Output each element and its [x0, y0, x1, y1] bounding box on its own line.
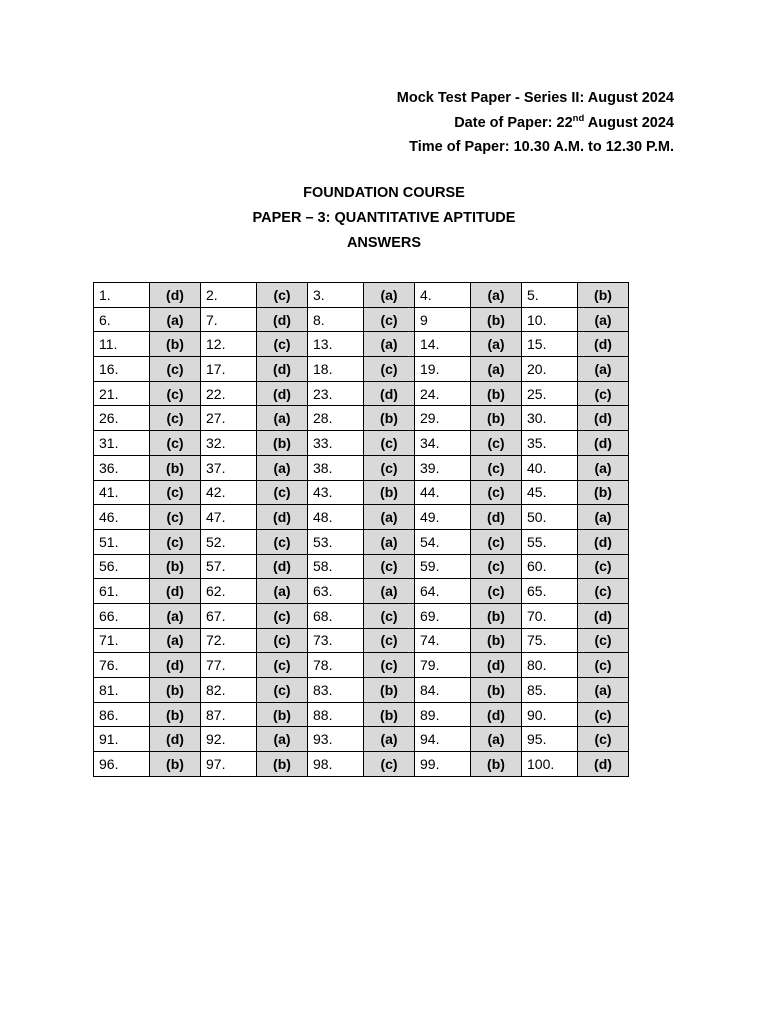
question-number: 97.	[201, 752, 257, 777]
answer-option: (b)	[471, 381, 522, 406]
question-number: 76.	[94, 653, 150, 678]
answer-option: (a)	[471, 357, 522, 382]
question-number: 37.	[201, 455, 257, 480]
question-number: 100.	[522, 752, 578, 777]
answer-option: (c)	[471, 480, 522, 505]
answer-key-table	[93, 282, 629, 777]
question-number: 21.	[94, 381, 150, 406]
answer-option: (c)	[578, 702, 629, 727]
answer-option: (c)	[578, 727, 629, 752]
question-number: 94.	[415, 727, 471, 752]
question-number: 56.	[94, 554, 150, 579]
answer-option: (d)	[578, 529, 629, 554]
question-number: 77.	[201, 653, 257, 678]
section-title: ANSWERS	[346, 234, 422, 251]
answer-option: (a)	[471, 727, 522, 752]
answer-option: (b)	[471, 406, 522, 431]
answer-option: (d)	[578, 603, 629, 628]
answer-option: (c)	[364, 455, 415, 480]
answer-option: (c)	[150, 406, 201, 431]
question-number: 92.	[201, 727, 257, 752]
table-row	[94, 480, 629, 505]
answer-option: (b)	[471, 603, 522, 628]
answer-option: (d)	[257, 505, 308, 530]
table-row	[94, 603, 629, 628]
answer-option: (b)	[578, 480, 629, 505]
question-number: 54.	[415, 529, 471, 554]
table-row	[94, 678, 629, 703]
answer-option: (a)	[257, 406, 308, 431]
question-number: 83.	[308, 678, 364, 703]
answer-option: (c)	[364, 554, 415, 579]
title-block	[0, 181, 768, 255]
answer-option: (a)	[150, 307, 201, 332]
question-number: 55.	[522, 529, 578, 554]
answer-option: (d)	[578, 406, 629, 431]
question-number: 34.	[415, 431, 471, 456]
answer-option: (a)	[471, 283, 522, 308]
question-number: 16.	[94, 357, 150, 382]
question-number: 96.	[94, 752, 150, 777]
table-row	[94, 332, 629, 357]
answer-option: (a)	[364, 332, 415, 357]
question-number: 25.	[522, 381, 578, 406]
question-number: 78.	[308, 653, 364, 678]
question-number: 52.	[201, 529, 257, 554]
question-number: 35.	[522, 431, 578, 456]
answer-option: (d)	[578, 752, 629, 777]
answer-option: (a)	[364, 505, 415, 530]
answer-option: (c)	[257, 283, 308, 308]
table-row	[94, 529, 629, 554]
answer-option: (c)	[471, 455, 522, 480]
question-number: 88.	[308, 702, 364, 727]
question-number: 68.	[308, 603, 364, 628]
table-row	[94, 357, 629, 382]
table-row	[94, 554, 629, 579]
question-number: 20.	[522, 357, 578, 382]
question-number: 64.	[415, 579, 471, 604]
answer-option: (a)	[257, 579, 308, 604]
answer-option: (c)	[364, 357, 415, 382]
course-title: FOUNDATION COURSE	[303, 185, 465, 201]
question-number: 41.	[94, 480, 150, 505]
answer-option: (b)	[364, 678, 415, 703]
answer-option: (c)	[257, 480, 308, 505]
question-number: 8.	[308, 307, 364, 332]
answer-option: (b)	[257, 431, 308, 456]
question-number: 22.	[201, 381, 257, 406]
question-number: 75.	[522, 628, 578, 653]
answer-option: (d)	[257, 381, 308, 406]
question-number: 19.	[415, 357, 471, 382]
question-number: 70.	[522, 603, 578, 628]
question-number: 85.	[522, 678, 578, 703]
answer-option: (c)	[364, 653, 415, 678]
table-row	[94, 381, 629, 406]
table-row	[94, 579, 629, 604]
question-number: 15.	[522, 332, 578, 357]
date-suffix: August 2024	[584, 114, 674, 131]
table-row	[94, 752, 629, 777]
answer-option: (c)	[150, 381, 201, 406]
question-number: 63.	[308, 579, 364, 604]
question-number: 9	[415, 307, 471, 332]
question-number: 11.	[94, 332, 150, 357]
question-number: 31.	[94, 431, 150, 456]
answer-option: (d)	[150, 727, 201, 752]
answer-option: (d)	[257, 554, 308, 579]
question-number: 32.	[201, 431, 257, 456]
answer-option: (a)	[578, 455, 629, 480]
question-number: 86.	[94, 702, 150, 727]
answer-option: (d)	[471, 702, 522, 727]
answer-option: (a)	[364, 579, 415, 604]
question-number: 82.	[201, 678, 257, 703]
answer-option: (a)	[578, 678, 629, 703]
answer-option: (a)	[257, 455, 308, 480]
answer-key-body	[94, 283, 629, 777]
question-number: 93.	[308, 727, 364, 752]
question-number: 5.	[522, 283, 578, 308]
question-number: 91.	[94, 727, 150, 752]
question-number: 45.	[522, 480, 578, 505]
answer-option: (c)	[364, 752, 415, 777]
answer-option: (a)	[257, 727, 308, 752]
answer-option: (b)	[150, 332, 201, 357]
table-row	[94, 727, 629, 752]
table-row	[94, 653, 629, 678]
answer-option: (c)	[150, 480, 201, 505]
table-row	[94, 307, 629, 332]
question-number: 39.	[415, 455, 471, 480]
question-number: 74.	[415, 628, 471, 653]
paper-title: PAPER – 3: QUANTITATIVE APTITUDE	[252, 209, 516, 226]
answer-option: (b)	[471, 307, 522, 332]
question-number: 30.	[522, 406, 578, 431]
answer-option: (b)	[364, 702, 415, 727]
answer-option: (a)	[364, 529, 415, 554]
answer-option: (c)	[150, 505, 201, 530]
answer-option: (d)	[150, 653, 201, 678]
question-number: 73.	[308, 628, 364, 653]
question-number: 47.	[201, 505, 257, 530]
answer-option: (b)	[150, 702, 201, 727]
time-line: Time of Paper: 10.30 A.M. to 12.30 P.M.	[409, 139, 674, 155]
answer-option: (a)	[578, 307, 629, 332]
question-number: 89.	[415, 702, 471, 727]
answer-option: (b)	[471, 678, 522, 703]
date-ordinal: nd	[572, 112, 585, 124]
answer-option: (c)	[150, 529, 201, 554]
question-number: 72.	[201, 628, 257, 653]
question-number: 95.	[522, 727, 578, 752]
question-number: 66.	[94, 603, 150, 628]
table-row	[94, 455, 629, 480]
answer-option: (b)	[150, 554, 201, 579]
question-number: 69.	[415, 603, 471, 628]
question-number: 57.	[201, 554, 257, 579]
question-number: 38.	[308, 455, 364, 480]
answer-option: (c)	[364, 431, 415, 456]
question-number: 33.	[308, 431, 364, 456]
question-number: 49.	[415, 505, 471, 530]
question-number: 62.	[201, 579, 257, 604]
answer-option: (d)	[578, 332, 629, 357]
answer-option: (d)	[257, 357, 308, 382]
table-row	[94, 505, 629, 530]
answer-option: (d)	[578, 431, 629, 456]
question-number: 17.	[201, 357, 257, 382]
answer-option: (c)	[257, 529, 308, 554]
question-number: 3.	[308, 283, 364, 308]
question-number: 12.	[201, 332, 257, 357]
answer-option: (b)	[257, 702, 308, 727]
question-number: 13.	[308, 332, 364, 357]
table-row	[94, 702, 629, 727]
question-number: 99.	[415, 752, 471, 777]
answer-option: (a)	[364, 283, 415, 308]
question-number: 2.	[201, 283, 257, 308]
question-number: 84.	[415, 678, 471, 703]
question-number: 40.	[522, 455, 578, 480]
answer-option: (c)	[578, 653, 629, 678]
answer-option: (c)	[578, 579, 629, 604]
question-number: 61.	[94, 579, 150, 604]
question-number: 87.	[201, 702, 257, 727]
answer-option: (a)	[364, 727, 415, 752]
answer-option: (d)	[150, 283, 201, 308]
question-number: 26.	[94, 406, 150, 431]
answer-option: (c)	[364, 628, 415, 653]
question-number: 6.	[94, 307, 150, 332]
answer-option: (c)	[364, 603, 415, 628]
question-number: 36.	[94, 455, 150, 480]
question-number: 53.	[308, 529, 364, 554]
answer-option: (c)	[150, 431, 201, 456]
question-number: 48.	[308, 505, 364, 530]
question-number: 1.	[94, 283, 150, 308]
answer-option: (d)	[364, 381, 415, 406]
table-row	[94, 628, 629, 653]
answer-option: (b)	[150, 678, 201, 703]
paper-header	[397, 86, 674, 160]
question-number: 81.	[94, 678, 150, 703]
answer-option: (c)	[471, 431, 522, 456]
question-number: 43.	[308, 480, 364, 505]
question-number: 60.	[522, 554, 578, 579]
question-number: 29.	[415, 406, 471, 431]
series-line: Mock Test Paper - Series II: August 2024	[396, 90, 674, 106]
answer-option: (d)	[471, 505, 522, 530]
question-number: 4.	[415, 283, 471, 308]
question-number: 27.	[201, 406, 257, 431]
question-number: 44.	[415, 480, 471, 505]
answer-option: (c)	[471, 529, 522, 554]
question-number: 14.	[415, 332, 471, 357]
answer-option: (a)	[578, 505, 629, 530]
answer-option: (c)	[364, 307, 415, 332]
answer-option: (c)	[578, 381, 629, 406]
question-number: 24.	[415, 381, 471, 406]
question-number: 42.	[201, 480, 257, 505]
answer-option: (b)	[364, 406, 415, 431]
question-number: 28.	[308, 406, 364, 431]
answer-option: (a)	[150, 603, 201, 628]
answer-option: (c)	[471, 554, 522, 579]
answer-option: (a)	[150, 628, 201, 653]
answer-option: (a)	[471, 332, 522, 357]
answer-option: (b)	[471, 628, 522, 653]
question-number: 58.	[308, 554, 364, 579]
question-number: 90.	[522, 702, 578, 727]
question-number: 50.	[522, 505, 578, 530]
date-line	[397, 111, 674, 136]
answer-option: (a)	[578, 357, 629, 382]
answer-option: (c)	[578, 628, 629, 653]
question-number: 51.	[94, 529, 150, 554]
question-number: 23.	[308, 381, 364, 406]
answer-option: (b)	[364, 480, 415, 505]
question-number: 59.	[415, 554, 471, 579]
question-number: 79.	[415, 653, 471, 678]
answer-option: (c)	[257, 332, 308, 357]
table-row	[94, 406, 629, 431]
answer-option: (c)	[257, 603, 308, 628]
question-number: 98.	[308, 752, 364, 777]
answer-option: (d)	[257, 307, 308, 332]
question-number: 7.	[201, 307, 257, 332]
question-number: 67.	[201, 603, 257, 628]
date-prefix: Date of Paper: 22	[454, 114, 573, 131]
answer-option: (d)	[150, 579, 201, 604]
answer-option: (c)	[150, 357, 201, 382]
answer-option: (c)	[471, 579, 522, 604]
answer-option: (b)	[578, 283, 629, 308]
answer-option: (c)	[578, 554, 629, 579]
question-number: 80.	[522, 653, 578, 678]
answer-option: (c)	[257, 653, 308, 678]
table-row	[94, 431, 629, 456]
answer-option: (c)	[257, 628, 308, 653]
answer-option: (b)	[257, 752, 308, 777]
answer-option: (d)	[471, 653, 522, 678]
answer-option: (c)	[257, 678, 308, 703]
question-number: 46.	[94, 505, 150, 530]
answer-option: (b)	[471, 752, 522, 777]
table-row	[94, 283, 629, 308]
question-number: 71.	[94, 628, 150, 653]
answer-option: (b)	[150, 455, 201, 480]
question-number: 18.	[308, 357, 364, 382]
answer-option: (b)	[150, 752, 201, 777]
question-number: 10.	[522, 307, 578, 332]
question-number: 65.	[522, 579, 578, 604]
